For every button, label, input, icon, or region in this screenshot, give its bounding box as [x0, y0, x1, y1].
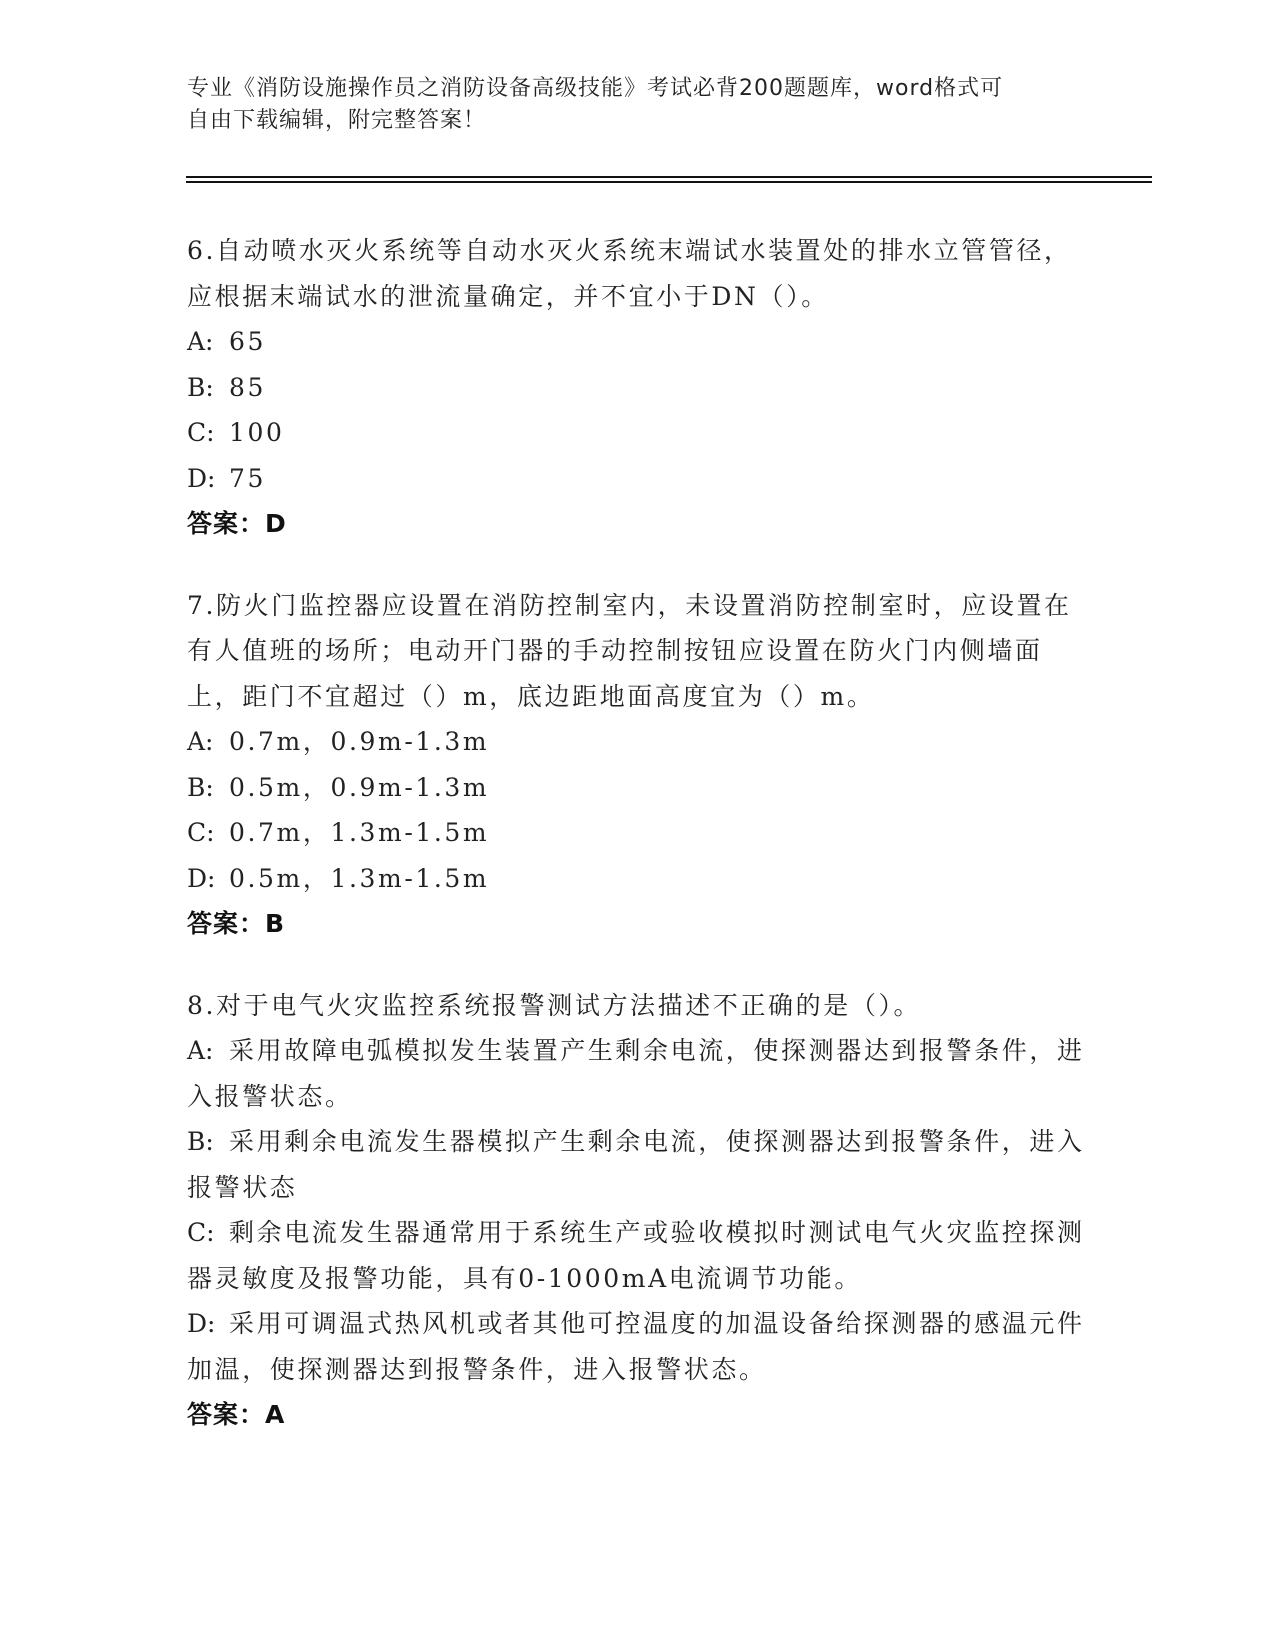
- option-text: 85: [229, 372, 267, 402]
- answer-label: 答案：: [187, 509, 266, 538]
- option-c: [187, 410, 1087, 456]
- option-b: [187, 365, 1087, 411]
- question-6: [187, 228, 1087, 547]
- option-a: [187, 1028, 1087, 1119]
- answer: [187, 1392, 1087, 1438]
- question-text: 7.防火门监控器应设置在消防控制室内，未设置消防控制室时，应设置在有人值班的场所；电动开门器的手动控制按钮应设置在防火门内侧墙面上，距门不宜超过（）m，底边距地面高度宜为（）m。: [187, 590, 1072, 711]
- option-letter: C:: [187, 1218, 215, 1247]
- header-divider-bottom: [186, 181, 1152, 183]
- option-letter: D:: [187, 463, 216, 493]
- option-text: 75: [229, 463, 267, 493]
- answer-label: 答案：: [187, 1400, 266, 1429]
- answer-value: A: [265, 1400, 286, 1429]
- answer: [187, 901, 1087, 947]
- option-text: 65: [229, 327, 267, 356]
- option-letter: A:: [187, 727, 214, 756]
- option-text: 0.7m，1.3m-1.5m: [229, 818, 490, 847]
- option-b: [187, 1119, 1087, 1210]
- option-text: 0.7m，0.9m-1.3m: [229, 727, 490, 756]
- question-text: 8.对于电气火灾监控系统报警测试方法描述不正确的是（）。: [187, 990, 922, 1020]
- option-d: [187, 856, 1087, 902]
- option-letter: B:: [187, 372, 214, 402]
- option-text: 剩余电流发生器通常用于系统生产或验收模拟时测试电气火灾监控探测器灵敏度及报警功能，具有0-1000mA电流调节功能。: [187, 1218, 1085, 1293]
- option-text: 采用故障电弧模拟发生装置产生剩余电流，使探测器达到报警条件，进入报警状态。: [187, 1036, 1085, 1111]
- option-text: 0.5m，0.9m-1.3m: [229, 772, 490, 802]
- header-line-2: 自由下载编辑，附完整答案！: [187, 108, 487, 133]
- option-letter: A:: [187, 1036, 214, 1065]
- header-line-1: 专业《消防设施操作员之消防设备高级技能》考试必背200题题库，word格式可: [187, 76, 1004, 101]
- question-7: [187, 583, 1087, 947]
- option-letter: A:: [187, 327, 214, 356]
- answer-label: 答案：: [187, 909, 266, 938]
- option-letter: C:: [187, 418, 215, 447]
- option-c: [187, 1210, 1087, 1301]
- header-divider-top: [186, 176, 1152, 178]
- answer-value: B: [265, 909, 286, 938]
- option-text: 采用可调温式热风机或者其他可控温度的加温设备给探测器的感温元件加温，使探测器达到报警条件，进入报警状态。: [187, 1309, 1085, 1384]
- option-a: [187, 719, 1087, 765]
- question-list: [187, 228, 1087, 1474]
- document-header: [187, 73, 1067, 137]
- option-text: 0.5m，1.3m-1.5m: [229, 863, 490, 893]
- question-8: [187, 983, 1087, 1438]
- option-d: [187, 1301, 1087, 1392]
- option-letter: B:: [187, 772, 214, 802]
- option-text: 100: [229, 418, 285, 447]
- option-letter: D:: [187, 863, 216, 893]
- option-letter: D:: [187, 1309, 216, 1338]
- answer: [187, 501, 1087, 547]
- question-text: 6.自动喷水灭火系统等自动水灭火系统末端试水装置处的排水立管管径，应根据末端试水的泄流量确定，并不宜小于DN（）。: [187, 236, 1072, 311]
- option-b: [187, 765, 1087, 811]
- option-a: [187, 319, 1087, 365]
- option-c: [187, 810, 1087, 856]
- option-letter: B:: [187, 1127, 214, 1156]
- option-d: [187, 456, 1087, 502]
- answer-value: D: [265, 509, 287, 538]
- option-letter: C:: [187, 818, 215, 847]
- option-text: 采用剩余电流发生器模拟产生剩余电流，使探测器达到报警条件，进入报警状态: [187, 1127, 1085, 1202]
